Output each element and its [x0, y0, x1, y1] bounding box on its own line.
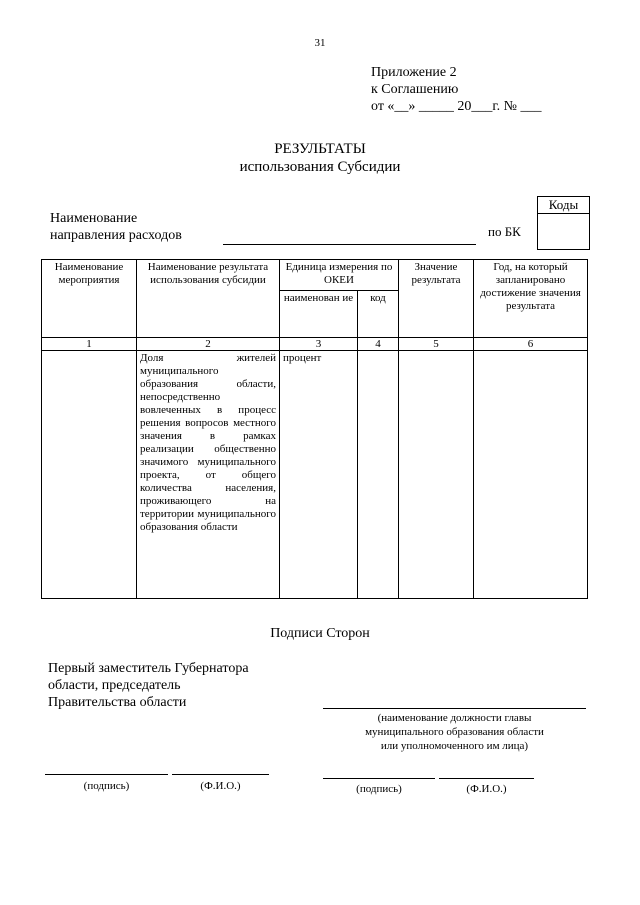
header-target-year: Год, на который запланировано достижение значения результата	[474, 260, 588, 338]
codes-box	[537, 196, 590, 250]
right-caption-line-3: или уполномоченного им лица)	[380, 740, 529, 752]
right-fio-label: (Ф.И.О.)	[466, 783, 507, 795]
appendix-line-3: от «__» _____ 20___г. № ___	[371, 99, 542, 114]
codes-label: Коды	[538, 197, 589, 214]
right-signature-label: (подпись)	[356, 783, 402, 795]
appendix-line-1: Приложение 2	[371, 65, 457, 80]
left-fio-line	[172, 774, 269, 775]
right-position-caption	[323, 711, 586, 753]
cell-event	[42, 351, 137, 599]
column-number: 2	[137, 338, 280, 351]
header-unit-code: код	[358, 291, 399, 338]
cell-value	[399, 351, 474, 599]
cell-result: Доля жителей муниципального образования области, непосредственно вовлеченных в процесс решения вопросов местного значения в рамках реализации общественно значимого муниципального проекта, от общего количества населения, проживающего на территории муниципального образования области	[137, 351, 280, 599]
column-number: 6	[474, 338, 588, 351]
page-number: 31	[314, 37, 326, 49]
results-table	[41, 259, 588, 599]
signatures-title: Подписи Сторон	[270, 626, 370, 641]
column-number: 3	[280, 338, 358, 351]
left-fio-label: (Ф.И.О.)	[200, 780, 241, 792]
left-signatory-line-3: Правительства области	[48, 695, 187, 710]
header-result-name: Наименование результата использования субсидии	[137, 260, 280, 338]
appendix-header	[371, 64, 541, 115]
header-unit-group: Единица измерения по ОКЕИ	[280, 260, 399, 291]
document-title	[0, 140, 640, 176]
cell-unit-code	[358, 351, 399, 599]
table-row	[42, 351, 588, 599]
title-main: РЕЗУЛЬТАТЫ	[274, 141, 366, 157]
left-signature-label: (подпись)	[83, 780, 130, 792]
direction-label-line-1: Наименование	[50, 211, 138, 226]
right-signature-line	[323, 778, 435, 779]
left-signatory-title	[48, 660, 249, 711]
column-number: 4	[358, 338, 399, 351]
column-number: 5	[399, 338, 474, 351]
header-event-name: Наименование мероприятия	[42, 260, 137, 338]
right-caption-line-1: (наименование должности главы	[377, 712, 532, 724]
header-unit-name: наименован ие	[280, 291, 358, 338]
header-result-value: Значение результата	[399, 260, 474, 338]
cell-year	[474, 351, 588, 599]
column-number: 1	[42, 338, 137, 351]
table-header-row	[42, 260, 588, 291]
direction-label	[50, 210, 182, 244]
po-bk-label: по БК	[488, 224, 521, 239]
right-caption-line-2: муниципального образования области	[365, 726, 544, 738]
left-signature-line	[45, 774, 168, 775]
appendix-line-2: к Соглашению	[371, 82, 459, 97]
right-fio-line	[439, 778, 534, 779]
title-sub: использования Субсидии	[239, 159, 401, 175]
left-signatory-line-1: Первый заместитель Губернатора	[48, 661, 249, 676]
column-number-row	[42, 338, 588, 351]
direction-label-line-2: направления расходов	[50, 228, 182, 243]
left-signatory-line-2: области, председатель	[48, 678, 181, 693]
cell-unit-name: процент	[280, 351, 358, 599]
right-position-line	[323, 708, 586, 709]
direction-input-line	[223, 244, 476, 245]
